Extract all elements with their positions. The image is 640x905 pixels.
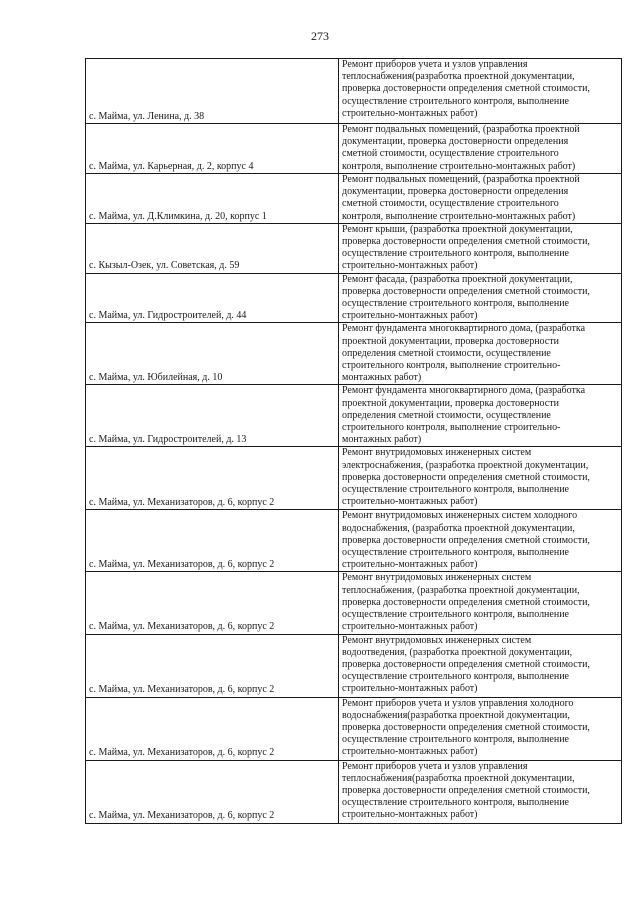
work-description-cell xyxy=(339,223,622,273)
work-description-cell xyxy=(339,634,622,697)
work-description-line: строительно-монтажных работ) xyxy=(342,107,478,119)
page-number: 273 xyxy=(311,29,329,43)
work-description-cell xyxy=(339,447,622,510)
address-cell: с. Майма, ул. Ленина, д. 38 xyxy=(86,59,339,124)
work-description-line: осуществление строительного контроля, выполнение xyxy=(342,298,569,310)
work-description-line: осуществление строительного контроля, выполнение xyxy=(342,95,569,107)
work-description-cell xyxy=(339,174,622,224)
work-description-line: водоснабжения, (разработка проектной документации, xyxy=(342,522,575,534)
work-description-line: электроснабжения, (разработка проектной документации, xyxy=(342,459,589,471)
table-row xyxy=(86,174,622,224)
work-description-line: осуществление строительного контроля, выполнение xyxy=(342,671,569,683)
work-description-cell xyxy=(339,510,622,572)
address-cell: с. Майма, ул. Д.Климкина, д. 20, корпус 1 xyxy=(86,174,339,224)
work-description-line: документации, проверка достоверности определения xyxy=(342,136,569,148)
work-description-line: Ремонт фундамента многоквартирного дома, (разработка xyxy=(342,385,586,397)
address-cell: с. Майма, ул. Механизаторов, д. 6, корпус 2 xyxy=(86,572,339,634)
work-description-line: проверка достоверности определения сметной стоимости, xyxy=(342,658,590,670)
work-description-line: Ремонт внутридомовых инженерных систем xyxy=(342,447,532,459)
work-description-line: проверка достоверности определения сметной стоимости, xyxy=(342,285,590,297)
works-table xyxy=(85,58,622,824)
work-description-line: осуществление строительного контроля, выполнение xyxy=(342,248,569,260)
work-description-line: Ремонт фасада, (разработка проектной документации, xyxy=(342,273,573,285)
work-description-cell xyxy=(339,697,622,760)
work-description-line: строительно-монтажных работ) xyxy=(342,260,478,272)
work-description-line: Ремонт внутридомовых инженерных систем xyxy=(342,634,532,646)
work-description-cell xyxy=(339,572,622,634)
work-description-line: контроля, выполнение строительно-монтажных работ) xyxy=(342,160,576,172)
work-description-line: монтажных работ) xyxy=(342,372,422,384)
work-description-line: Ремонт внутридомовых инженерных систем холодного xyxy=(342,510,578,522)
work-description-line: определения сметной стоимости, осуществление xyxy=(342,409,551,421)
work-description-line: проверка достоверности определения сметной стоимости, xyxy=(342,596,590,608)
table-row xyxy=(86,634,622,697)
work-description-cell xyxy=(339,59,622,124)
work-description-line: теплоснабжения(разработка проектной документации, xyxy=(342,71,575,83)
address-cell: с. Майма, ул. Механизаторов, д. 6, корпус 2 xyxy=(86,447,339,510)
work-description-line: осуществление строительного контроля, выполнение xyxy=(342,797,569,809)
work-description-line: осуществление строительного контроля, выполнение xyxy=(342,484,569,496)
work-description-line: проверка достоверности определения сметной стоимости, xyxy=(342,721,590,733)
work-description-line: строительно-монтажных работ) xyxy=(342,621,478,633)
work-description-line: проверка достоверности определения сметной стоимости, xyxy=(342,471,590,483)
address-cell: с. Майма, ул. Механизаторов, д. 6, корпус 2 xyxy=(86,510,339,572)
work-description-line: проектной документации, проверка достоверности xyxy=(342,397,559,409)
work-description-line: осуществление строительного контроля, выполнение xyxy=(342,609,569,621)
work-description-line: Ремонт фундамента многоквартирного дома, (разработка xyxy=(342,323,586,335)
work-description-line: теплоснабжения, (разработка проектной документации, xyxy=(342,584,580,596)
table-row xyxy=(86,510,622,572)
work-description-line: монтажных работ) xyxy=(342,434,422,446)
work-description-line: сметной стоимости, осуществление строительного xyxy=(342,198,559,210)
work-description-line: строительно-монтажных работ) xyxy=(342,559,478,571)
table-row xyxy=(86,760,622,823)
work-description-line: строительно-монтажных работ) xyxy=(342,496,478,508)
work-description-cell xyxy=(339,385,622,447)
work-description-line: сметной стоимости, осуществление строительного xyxy=(342,148,559,160)
table-row xyxy=(86,572,622,634)
work-description-line: Ремонт приборов учета и узлов управления холодного xyxy=(342,697,574,709)
address-cell: с. Майма, ул. Гидростроителей, д. 44 xyxy=(86,273,339,323)
table-row xyxy=(86,323,622,385)
work-description-line: водоснабжения(разработка проектной документации, xyxy=(342,709,570,721)
work-description-line: строительно-монтажных работ) xyxy=(342,809,478,821)
address-cell: с. Майма, ул. Механизаторов, д. 6, корпус 2 xyxy=(86,760,339,823)
work-description-cell xyxy=(339,124,622,174)
address-cell: с. Майма, ул. Гидростроителей, д. 13 xyxy=(86,385,339,447)
work-description-line: Ремонт внутридомовых инженерных систем xyxy=(342,572,532,584)
work-description-line: осуществление строительного контроля, выполнение xyxy=(342,547,569,559)
work-description-line: осуществление строительного контроля, выполнение xyxy=(342,734,569,746)
table-row xyxy=(86,385,622,447)
work-description-line: документации, проверка достоверности определения xyxy=(342,186,569,198)
work-description-line: Ремонт подвальных помещений, (разработка проектной xyxy=(342,174,580,185)
work-description-line: водоотведения, (разработка проектной документации, xyxy=(342,646,573,658)
work-description-line: контроля, выполнение строительно-монтажных работ) xyxy=(342,210,576,222)
work-description-line: строительного контроля, выполнение строительно- xyxy=(342,422,561,434)
work-description-line: проверка достоверности определения сметной стоимости, xyxy=(342,83,590,95)
work-description-line: проектной документации, проверка достоверности xyxy=(342,335,559,347)
work-description-line: Ремонт подвальных помещений, (разработка проектной xyxy=(342,124,580,135)
work-description-line: теплоснабжения(разработка проектной документации, xyxy=(342,772,575,784)
work-description-line: Ремонт приборов учета и узлов управления xyxy=(342,59,528,70)
work-description-line: определения сметной стоимости, осуществление xyxy=(342,347,551,359)
work-description-line: строительно-монтажных работ) xyxy=(342,746,478,758)
address-cell: с. Майма, ул. Механизаторов, д. 6, корпус 2 xyxy=(86,634,339,697)
table-row xyxy=(86,124,622,174)
work-description-cell xyxy=(339,323,622,385)
address-cell: с. Майма, ул. Механизаторов, д. 6, корпус 2 xyxy=(86,697,339,760)
address-cell: с. Кызыл-Озек, ул. Советская, д. 59 xyxy=(86,223,339,273)
table-row xyxy=(86,697,622,760)
address-cell: с. Майма, ул. Юбилейная, д. 10 xyxy=(86,323,339,385)
work-description-line: проверка достоверности определения сметной стоимости, xyxy=(342,534,590,546)
address-cell: с. Майма, ул. Карьерная, д. 2, корпус 4 xyxy=(86,124,339,174)
work-description-line: Ремонт приборов учета и узлов управления xyxy=(342,760,528,772)
works-table-body xyxy=(86,59,622,824)
work-description-line: Ремонт крыши, (разработка проектной документации, xyxy=(342,223,573,235)
work-description-line: строительно-монтажных работ) xyxy=(342,683,478,695)
work-description-line: проверка достоверности определения сметной стоимости, xyxy=(342,236,590,248)
work-description-cell xyxy=(339,760,622,823)
table-row xyxy=(86,273,622,323)
table-row xyxy=(86,223,622,273)
work-description-line: строительного контроля, выполнение строительно- xyxy=(342,360,561,372)
table-row xyxy=(86,447,622,510)
work-description-line: строительно-монтажных работ) xyxy=(342,310,478,322)
work-description-line: проверка достоверности определения сметной стоимости, xyxy=(342,784,590,796)
work-description-cell xyxy=(339,273,622,323)
table-row xyxy=(86,59,622,124)
